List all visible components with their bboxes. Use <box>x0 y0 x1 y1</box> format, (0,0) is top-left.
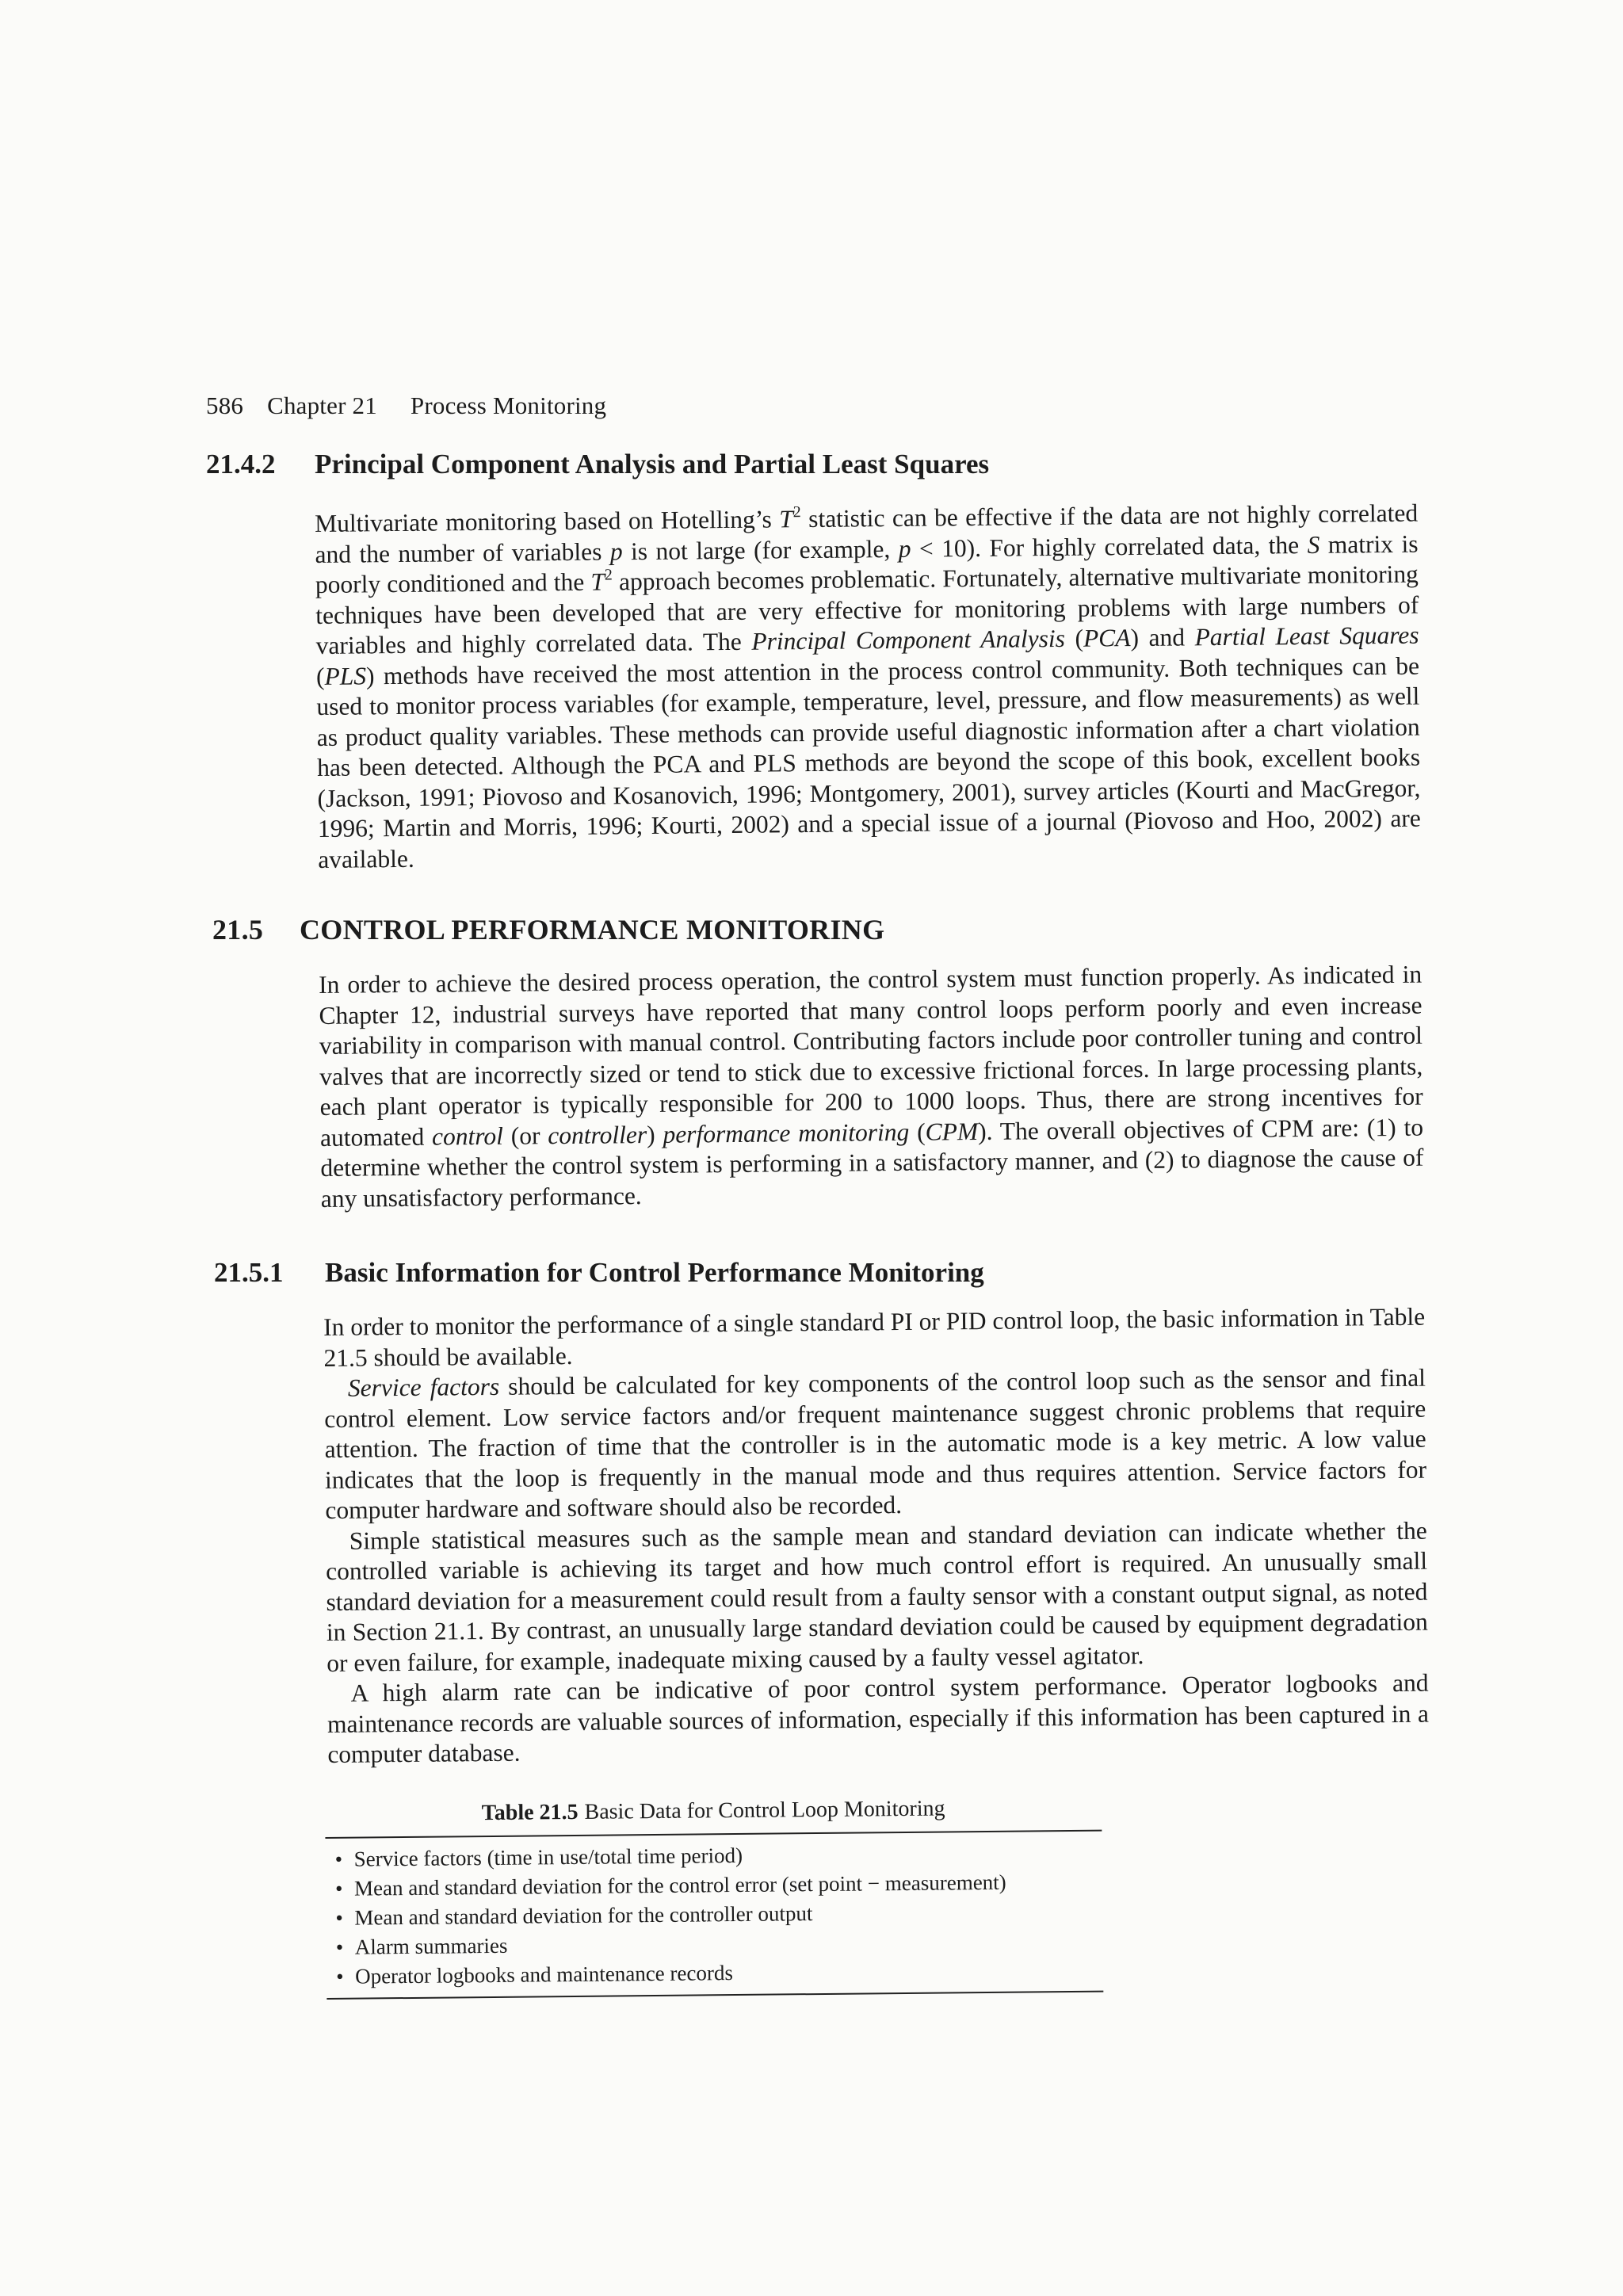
table-top-rule <box>325 1830 1102 1839</box>
paragraph: Multivariate monitoring based on Hotelling’s $T^2$ statistic can be effective if the data are not highly correlated and the number of variables p is not large (for example, p < 10). For highly correlated data, the S matrix is poorly conditioned and the $T^2$ approach becomes problematic. Fortunately, alternative multivariate monitoring techniques have been developed that are very effective for monitoring problems with large numbers of variables and highly correlated data. The Principal Component Analysis (PCA) and Partial Least Squares (PLS) methods have received the most attention in the process control community. Both techniques can be used to monitor process variables (for example, temperature, level, pressure, and flow measurements) as well as product quality variables. These methods can provide useful diagnostic information after a chart violation has been detected. Although the PCA and PLS methods are beyond the scope of this book, excellent books (Jackson, 1991; Piovoso and Kosanovich, 1996; Montgomery, 2001), survey articles (Kourti and MacGregor, 1996; Martin and Morris, 1996; Kourti, 2002) and a special issue of a journal (Piovoso and Hoo, 2002) are available. <box>315 499 1421 873</box>
chapter-label: Chapter 21 <box>267 392 377 419</box>
section-number: 21.4.2 <box>206 449 276 479</box>
section-title: Principal Component Analysis and Partial Least Squares <box>315 449 990 479</box>
table-bottom-rule <box>327 1991 1103 2000</box>
list-item: • Service factors (time in use/total time period) <box>335 1838 1102 1874</box>
section-title: Basic Information for Control Performance Monitoring <box>325 1257 984 1288</box>
paragraph: In order to achieve the desired process operation, the control system must function properly. As indicated in Chapter 12, industrial surveys have reported that many control loops perform poorly and even increase variability in comparison with manual control. Contributing factors include poor controller tuning and control valves that are incorrectly sized or tend to stick due to excessive frictional forces. In large processing plants, each plant operator is typically responsible for 200 to 1000 loops. Thus, there are strong incentives for automated control (or controller) performance monitoring (CPM). The overall objectives of CPM are: (1) to determine whether the control system is performing in a satisfactory manner, and (2) to diagnose the cause of any unsatisfactory performance. <box>319 960 1424 1213</box>
paragraph-21-5 <box>319 960 1424 1214</box>
running-head <box>206 392 606 420</box>
paragraph: A high alarm rate can be indicative of poor control system performance. Operator logbooks and maintenance records are valuable sources of information, especially if this information has been captured in a computer database. <box>327 1668 1430 1768</box>
list-item: • Operator logbooks and maintenance records <box>336 1955 1103 1992</box>
section-heading-21-5-1 <box>214 1257 984 1289</box>
section-number: 21.5 <box>212 914 264 946</box>
table-title: Basic Data for Control Loop Monitoring <box>584 1796 945 1824</box>
paragraph-group-21-5-1 <box>323 1302 1429 1771</box>
section-title: CONTROL PERFORMANCE MONITORING <box>300 914 885 946</box>
list-item: • Mean and standard deviation for the control error (set point − measurement) <box>335 1867 1102 1904</box>
list-item: • Mean and standard deviation for the controller output <box>335 1897 1102 1933</box>
section-heading-21-5 <box>212 913 884 946</box>
chapter-title: Process Monitoring <box>410 392 607 419</box>
paragraph: In order to monitor the performance of a single standard PI or PID control loop, the basic information in Table 21.5 should be available. <box>323 1302 1426 1372</box>
paragraph: Simple statistical measures such as the sample mean and standard deviation can indicate whether the controlled variable is achieving its target and how much control effort is required. An unusually small standard deviation for a measurement could result from a faulty sensor with a constant output signal, as noted in Section 21.1. By contrast, an unusually large standard deviation could be caused by equipment degradation or even failure, for example, inadequate mixing caused by a faulty vessel agitator. <box>325 1516 1428 1677</box>
paragraph: Service factors should be calculated for key components of the control loop such as the sensor and final control element. Low service factors and/or frequent maintenance suggest chronic problems that require attention. The fraction of time that the controller is in the automatic mode is a key metric. A low value indicates that the loop is frequently in the manual mode and thus requires attention. Service factors for computer hardware and software should also be recorded. <box>324 1363 1427 1524</box>
list-item: • Alarm summaries <box>336 1926 1103 1962</box>
section-number: 21.5.1 <box>214 1257 284 1288</box>
table-label: Table 21.5 <box>481 1799 579 1826</box>
section-heading-21-4-2 <box>206 449 989 480</box>
table-list <box>326 1838 1104 1992</box>
page-number: 586 <box>206 392 244 419</box>
table-21-5 <box>325 1795 1103 2000</box>
table-caption <box>325 1795 1102 1828</box>
paragraph-21-4-2 <box>315 499 1421 875</box>
